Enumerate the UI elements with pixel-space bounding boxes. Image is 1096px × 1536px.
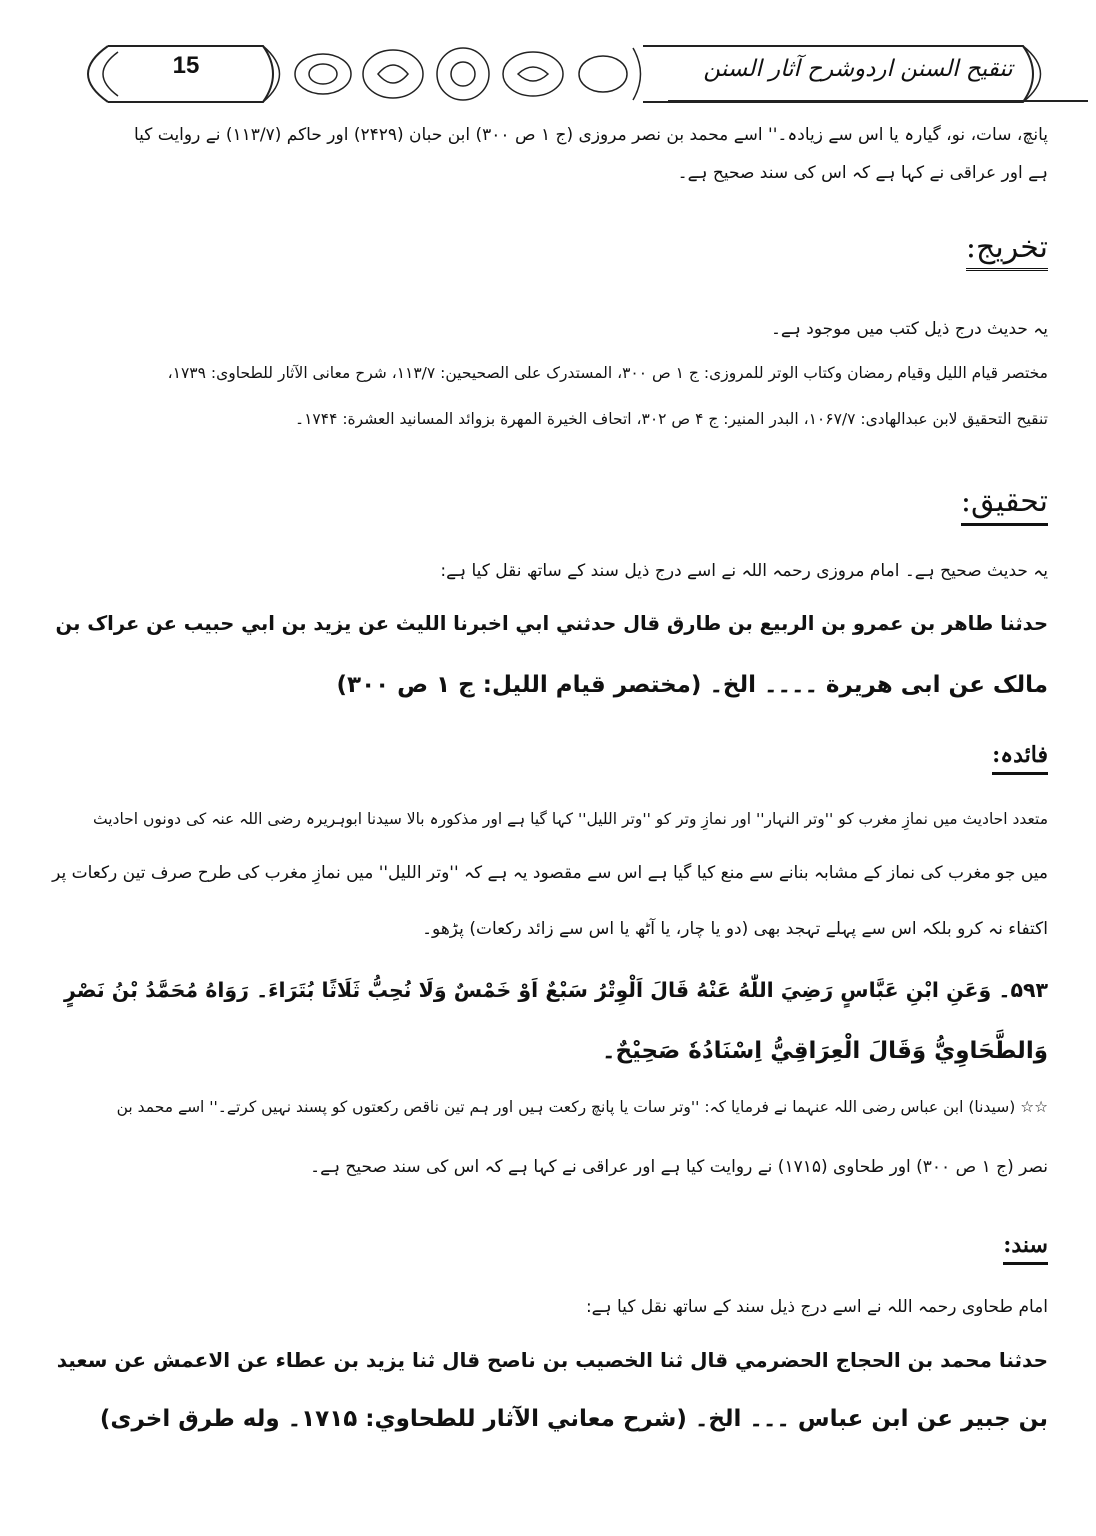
running-title: تنقیح السنن اردوشرح آثار السنن xyxy=(703,56,1013,82)
faida-line-1: متعدد احادیث میں نمازِ مغرب کو ''وتر النہار'' اور نمازِ وتر کو ''وتر اللیل'' کہا گیا ہے اور مذکورہ بالا سیدنا ابوہریرہ رضی اللہ عنہ کی دونوں احادیث xyxy=(93,810,1048,828)
faida-line-3: اکتفاء نہ کرو بلکہ اس سے پہلے تہجد بھی (دو یا چار، یا آٹھ یا اس سے زائد رکعات) پڑھو۔ xyxy=(422,919,1048,939)
sanad-isnad-line-2: بن جبير عن ابن عباس ۔۔۔ الخ۔ (شرح معاني الآثار للطحاوي: ۱۷۱۵۔ وله طرق اخرى) xyxy=(99,1406,1048,1432)
faida-heading-text: فائدہ: xyxy=(992,742,1048,775)
tahqiq-isnad-line-1: حدثنا طاهر بن عمرو بن الربيع بن طارق قال حدثني ابي اخبرنا الليث عن يزيد بن ابي حبيب عن عراک بن xyxy=(55,612,1048,635)
tahqiq-intro: یہ حدیث صحیح ہے۔ امام مروزی رحمہ اللہ نے اسے درج ذیل سند کے ساتھ نقل کیا ہے: xyxy=(440,561,1048,581)
sanad-heading xyxy=(1003,1232,1048,1258)
takhrij-intro: یہ حدیث درج ذیل کتب میں موجود ہے۔ xyxy=(770,319,1048,339)
page-number: 15 xyxy=(172,52,200,79)
sanad-isnad-line-1: حدثنا محمد بن الحجاج الحضرمي قال ثنا الخصيب بن ناصح قال ثنا يزيد بن عطاء عن الاعمش عن سعيد xyxy=(56,1348,1048,1372)
page-header xyxy=(48,38,1048,110)
hadith-593-line-2: وَالطَّحَاوِيُّ وَقَالَ الْعِرَاقِيُّ اِسْنَادُهٗ صَحِيْحٌ۔ xyxy=(602,1038,1048,1064)
hadith-593-translation-2: نصر (ج ۱ ص ۳۰۰) اور طحاوی (۱۷۱۵) نے روایت کیا ہے اور عراقی نے کہا ہے کہ اس کی سند صحیح ہے۔ xyxy=(310,1157,1048,1177)
takhrij-reference-2: تنقیح التحقیق لابن عبدالهادی: ۱۰۶۷/۷، البدر المنیر: ج ۴ ص ۳۰۲، اتحاف الخیرة المهرة بزوائد المسانید العشرة: ۱۷۴۴۔ xyxy=(295,410,1048,428)
intro-line-2: ہے اور عراقی نے کہا ہے کہ اس کی سند صحیح ہے۔ xyxy=(677,163,1048,183)
hadith-593-line-1: ۵۹۳۔ وَعَنِ ابْنِ عَبَّاسٍ رَضِيَ اللّٰهُ عَنْهُ قَالَ اَلْوِتْرُ سَبْعٌ اَوْ خَمْسٌ وَلَا نُحِبُّ ثَلَاثًا بُتَرَاءَ۔ رَوَاهُ مُحَمَّدُ بْنُ نَصْرٍ xyxy=(64,978,1048,1002)
sanad-intro: امام طحاوی رحمہ اللہ نے اسے درج ذیل سند کے ساتھ نقل کیا ہے: xyxy=(585,1297,1048,1317)
tahqiq-heading xyxy=(961,484,1048,519)
hadith-593-translation-1: ☆☆ (سیدنا) ابن عباس رضی اللہ عنہما نے فرمایا کہ: ''وتر سات یا پانچ رکعت ہیں اور ہم تین ناقص رکعتوں کو پسند نہیں کرتے۔'' اسے محمد بن xyxy=(116,1098,1048,1116)
faida-heading xyxy=(992,742,1048,768)
intro-line-1: پانچ، سات، نو، گیارہ یا اس سے زیادہ۔'' اسے محمد بن نصر مروزی (ج ۱ ص ۳۰۰) ابن حبان (۲۴۲۹) اور حاکم (۱۱۳/۷) نے روایت کیا xyxy=(133,125,1048,145)
takhrij-heading-text: تخریج: xyxy=(966,230,1048,271)
sanad-heading-text: سند: xyxy=(1003,1232,1048,1265)
takhrij-reference-1: مختصر قیام اللیل وقیام رمضان وکتاب الوتر للمروزی: ج ۱ ص ۳۰۰، المستدرک علی الصحیحین: ۱۱۳/۷، شرح معانی الآثار للطحاوی: ۱۷۳۹، xyxy=(167,364,1048,382)
tahqiq-isnad-line-2: مالک عن ابی هريرة ۔۔۔۔ الخ۔ (مختصر قيام الليل: ج ۱ ص ۳۰۰) xyxy=(336,672,1048,698)
tahqiq-heading-text: تحقیق: xyxy=(961,484,1048,526)
header-rule xyxy=(668,100,1088,102)
faida-line-2: میں جو مغرب کی نماز کے مشابہ بنانے سے منع کیا گیا ہے اس سے مقصود یہ ہے کہ ''وتر اللیل'' میں نمازِ مغرب کی طرح صرف تین رکعات پر xyxy=(52,863,1048,883)
takhrij-heading xyxy=(966,230,1048,265)
